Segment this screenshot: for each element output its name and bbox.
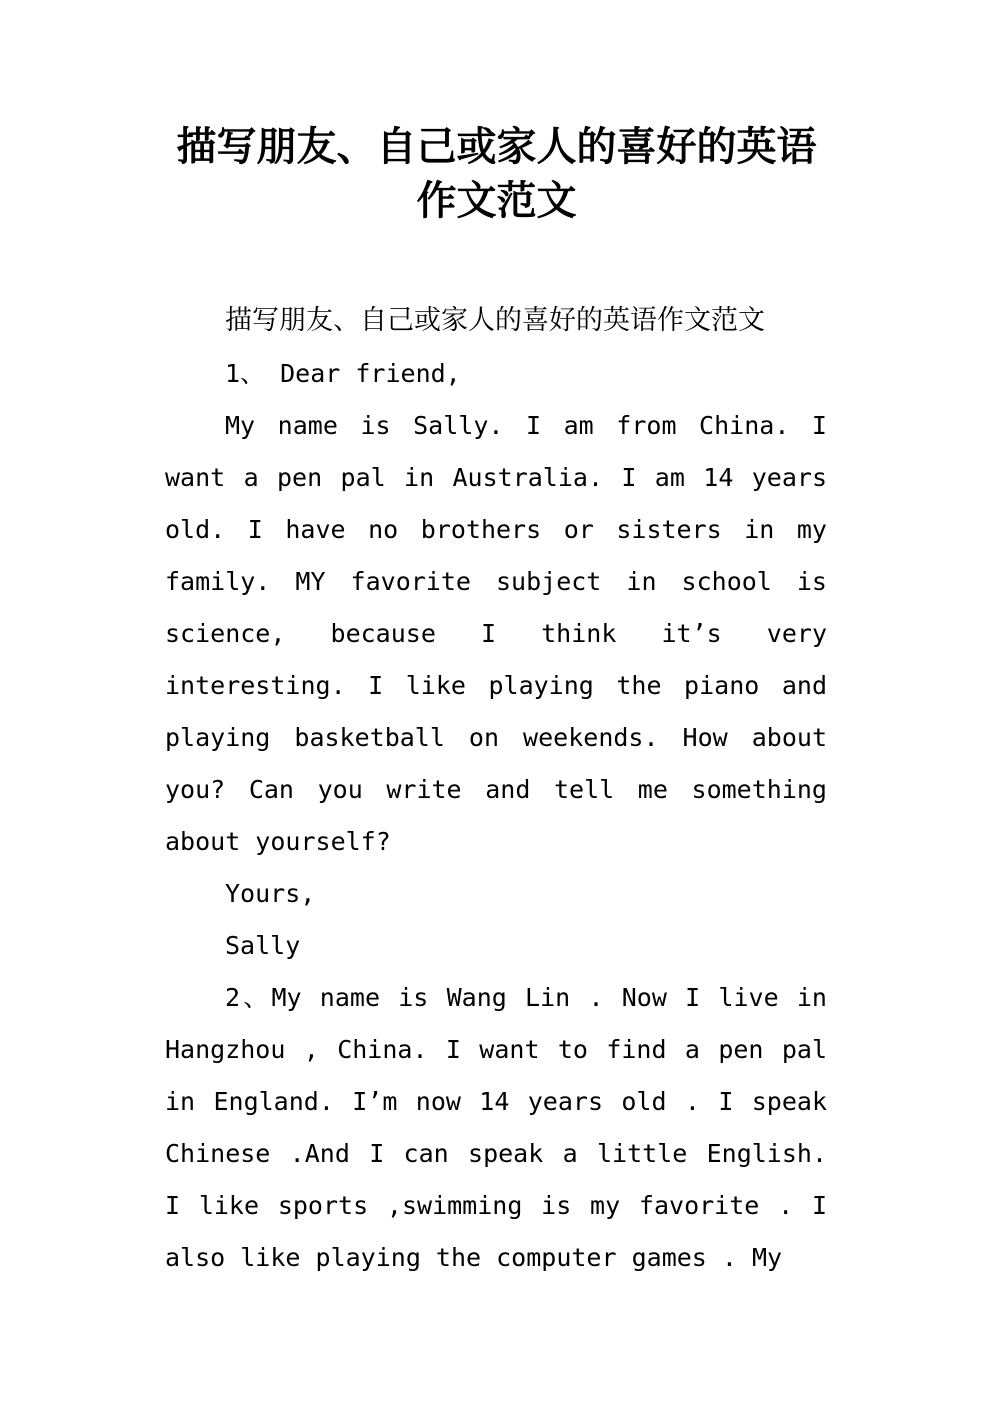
title-line-2: 作文范文: [416, 178, 577, 224]
letter-1-body: My name is Sally. I am from China. I want a pen pal in Australia. I am 14 years old. I have no brothers or sisters in my family. MY favorite subject in school is science, because I think it’s very interesting. I like playing the piano and playing basketball on weekends. How about you? Can you write and tell me something about yourself?: [165, 411, 827, 856]
document-title: [160, 120, 833, 228]
subtitle-paragraph: 描写朋友、自己或家人的喜好的英语作文范文: [225, 305, 765, 336]
letter-1-signature: Sally: [225, 931, 301, 960]
letter-1-greeting: 1、 Dear friend,: [225, 359, 461, 388]
letter-2-body: 2、My name is Wang Lin . Now I live in Hangzhou , China. I want to find a pen pal in England. I’m now 14 years old . I speak Chinese .And I can speak a little English. I like sports ,swimming is my favorite . I also like playing the computer games . My: [165, 983, 827, 1272]
letter-1-closing: Yours,: [225, 879, 316, 908]
document-body: [165, 294, 827, 1284]
title-line-1: 描写朋友、自己或家人的喜好的英语: [176, 124, 817, 170]
